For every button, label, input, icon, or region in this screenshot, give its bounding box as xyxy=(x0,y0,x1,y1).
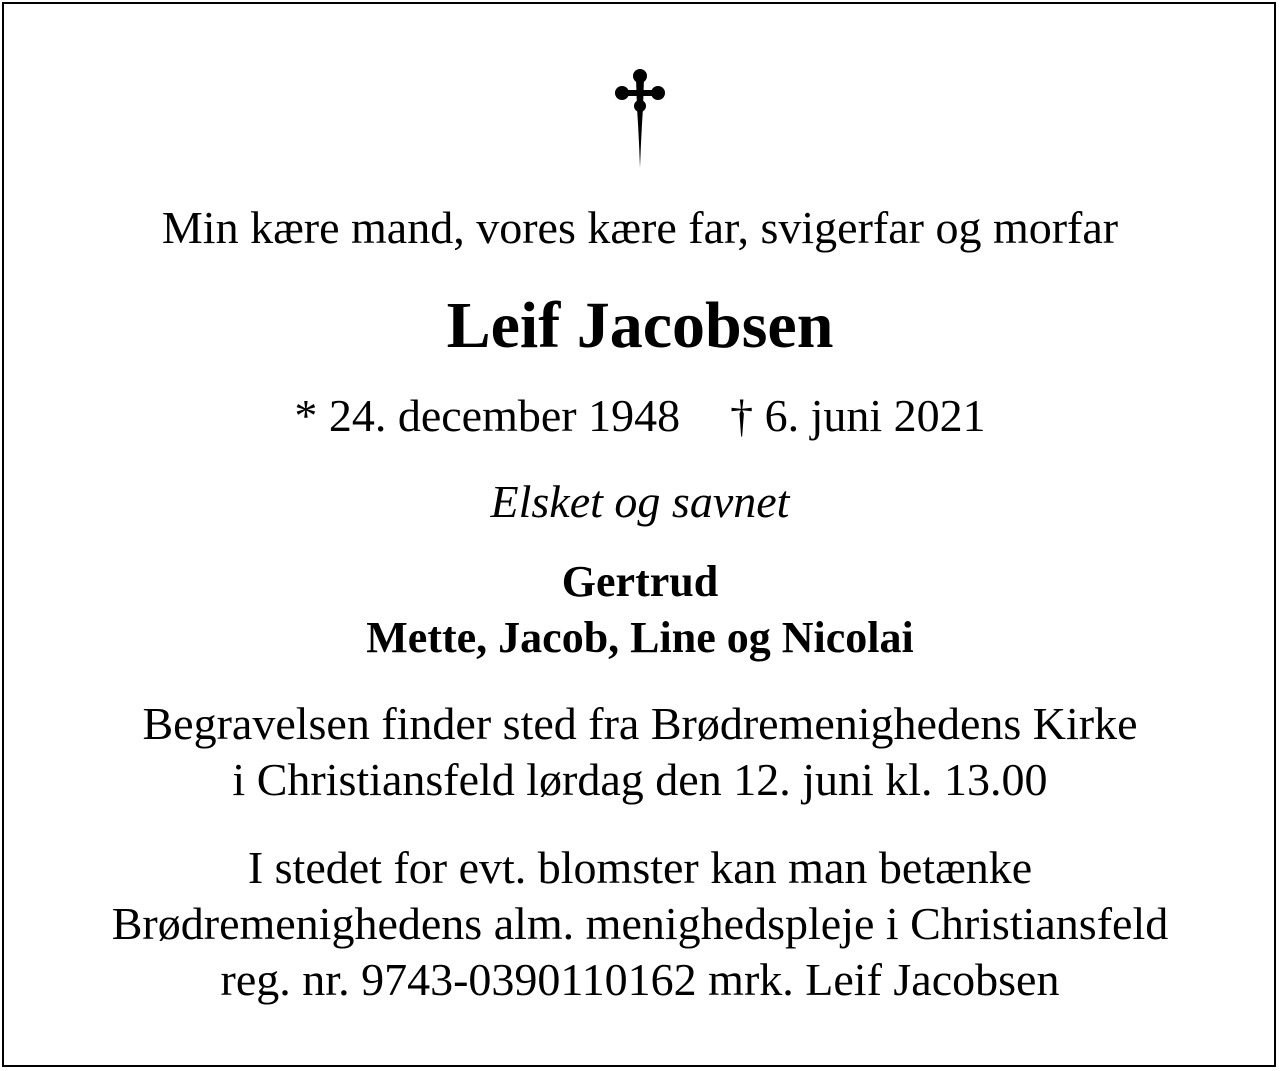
life-dates xyxy=(0,386,1280,446)
donation-line: Brødremenighedens alm. menighedspleje i Christiansfeld xyxy=(111,898,1169,949)
funeral-line: i Christiansfeld lørdag den 12. juni kl. 13.00 xyxy=(232,754,1048,805)
birth-date: * 24. december 1948 xyxy=(294,390,681,441)
family-line: Mette, Jacob, Line og Nicolai xyxy=(366,613,914,662)
motto-text: Elsket og savnet xyxy=(490,476,790,527)
family-names xyxy=(0,554,1280,666)
donation-line: I stedet for evt. blomster kan man betænke xyxy=(247,842,1033,893)
family-line: Gertrud xyxy=(561,557,719,606)
funeral-line: Begravelsen finder sted fra Brødremenighedens Kirke xyxy=(142,698,1138,749)
latin-cross-icon xyxy=(610,68,670,172)
intro-text: Min kære mand, vores kære far, svigerfar og morfar xyxy=(161,202,1119,253)
death-date: † 6. juni 2021 xyxy=(730,390,986,441)
deceased-name: Leif Jacobsen xyxy=(446,289,834,362)
donation-info xyxy=(0,840,1280,1008)
donation-line: reg. nr. 9743-0390110162 mrk. Leif Jacobsen xyxy=(220,954,1060,1005)
funeral-info xyxy=(0,696,1280,808)
